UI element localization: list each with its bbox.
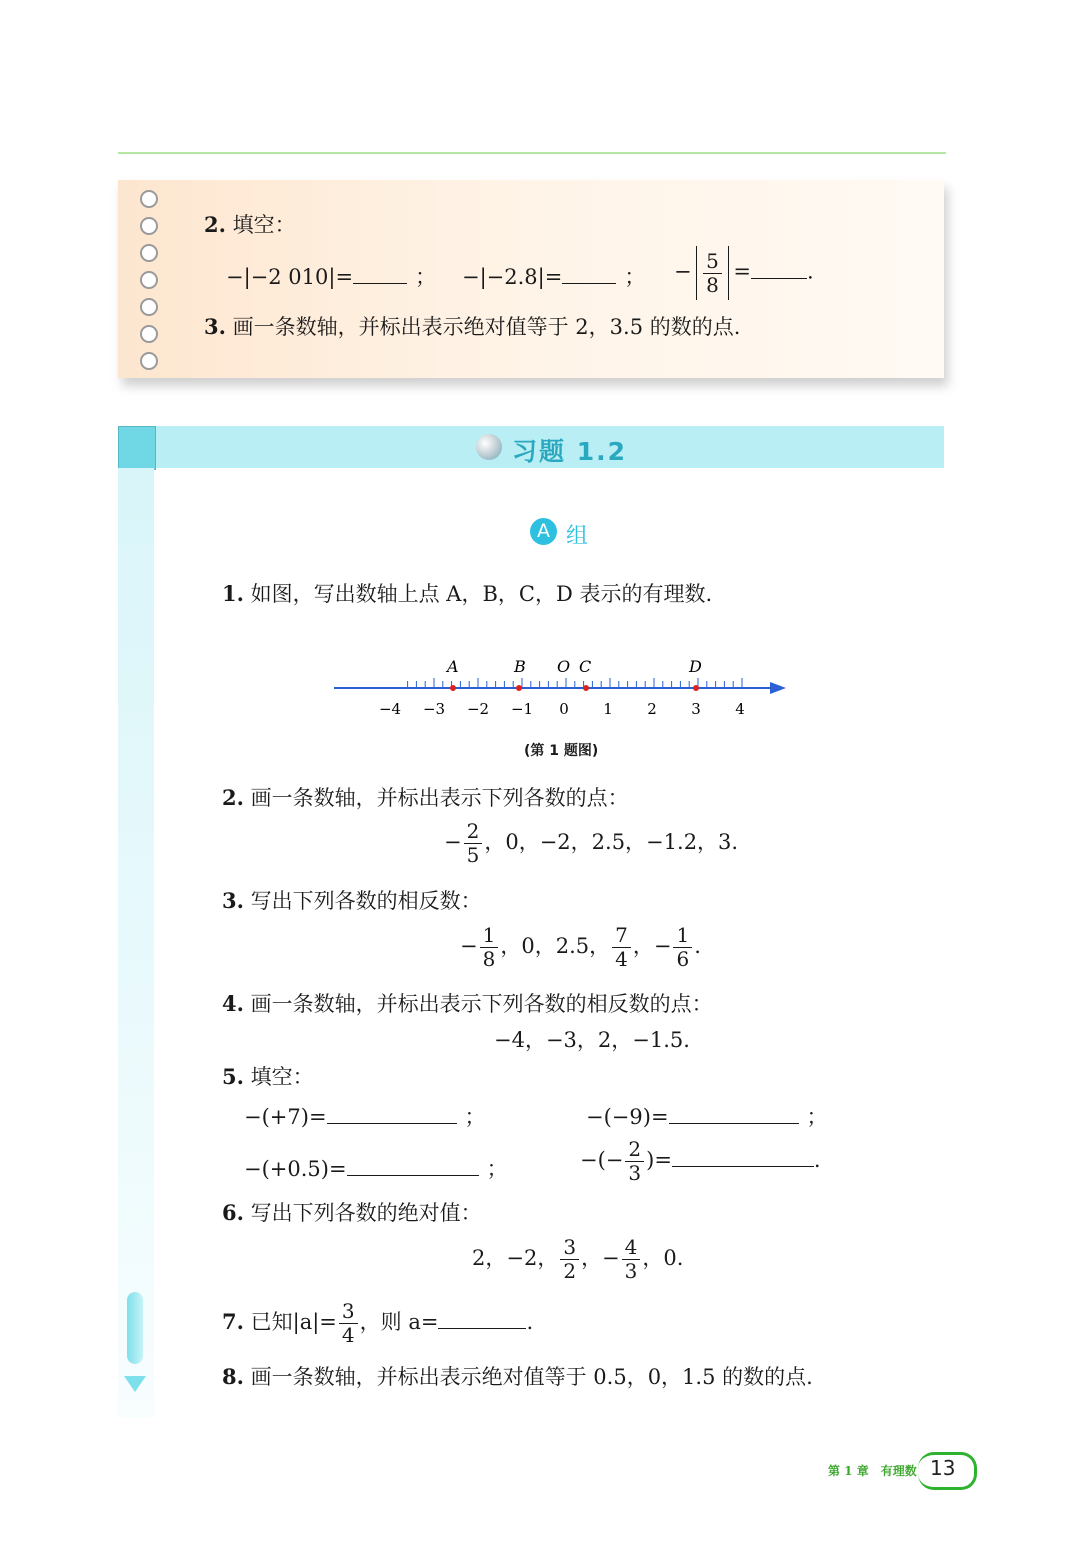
expression: −(+0.5)= bbox=[244, 1157, 347, 1181]
tick-label: −3 bbox=[422, 700, 446, 718]
note-q2-heading bbox=[204, 214, 296, 236]
question-number: 3. bbox=[222, 888, 244, 913]
expression: −(+7)= bbox=[244, 1105, 327, 1129]
numerator: 4 bbox=[622, 1236, 641, 1260]
fraction bbox=[464, 820, 483, 867]
question-number: 5. bbox=[222, 1064, 244, 1089]
question-text: 画一条数轴，并标出表示绝对值等于 0.5，0，1.5 的数的点. bbox=[250, 1365, 813, 1389]
expression: −|−2 010|= bbox=[226, 265, 354, 289]
fraction bbox=[703, 250, 722, 297]
numerator: 1 bbox=[673, 924, 692, 948]
expression: = bbox=[733, 259, 751, 284]
tick-label: 4 bbox=[735, 700, 745, 718]
header-rule bbox=[118, 152, 946, 154]
fraction bbox=[612, 924, 631, 971]
question-number: 1. bbox=[222, 581, 244, 606]
side-strip bbox=[118, 468, 154, 1418]
question-text: 如图，写出数轴上点 A，B，C，D 表示的有理数. bbox=[250, 582, 713, 606]
answer-blank[interactable] bbox=[669, 1102, 799, 1124]
note-q3 bbox=[204, 316, 740, 338]
denominator: 4 bbox=[615, 947, 628, 971]
denominator: 4 bbox=[341, 1323, 355, 1347]
expression: − bbox=[674, 259, 692, 284]
number-list: ，0，−2，2.5，−1.2，3. bbox=[484, 830, 739, 854]
point-label-o: O bbox=[557, 657, 571, 676]
point-labels bbox=[445, 657, 702, 676]
numerator: 2 bbox=[625, 1138, 644, 1162]
exercise-q4 bbox=[222, 993, 713, 1015]
denominator: 5 bbox=[466, 843, 480, 867]
numerator: 7 bbox=[612, 924, 631, 948]
group-badge: A bbox=[530, 518, 557, 545]
figure-caption: (第 1 题图) bbox=[524, 743, 599, 759]
question-text: 画一条数轴，并标出表示下列各数的点： bbox=[250, 786, 629, 810]
question-number: 2. bbox=[204, 212, 226, 237]
number-line-figure bbox=[330, 650, 800, 730]
number-list: ，0，2.5， bbox=[500, 934, 611, 958]
denominator: 2 bbox=[563, 1259, 577, 1283]
punct: ，0. bbox=[642, 1246, 684, 1270]
exercise-q3 bbox=[222, 890, 482, 912]
q5-expr-3: −(+0.5)= ； bbox=[244, 1154, 508, 1180]
fraction bbox=[625, 1138, 644, 1185]
question-number: 4. bbox=[222, 991, 244, 1016]
fraction bbox=[673, 924, 692, 971]
arrow-icon bbox=[770, 682, 786, 694]
note-expr-2 bbox=[462, 262, 645, 288]
exercise-q1 bbox=[222, 583, 712, 605]
tick-label: −1 bbox=[510, 700, 534, 718]
tick-label: 0 bbox=[559, 700, 569, 718]
exercise-q8 bbox=[222, 1366, 813, 1388]
number-line-point bbox=[583, 685, 589, 691]
fraction bbox=[480, 924, 499, 971]
exercise-q5 bbox=[222, 1066, 314, 1088]
expression: 已知|a|= bbox=[250, 1310, 337, 1334]
binder-ring bbox=[140, 352, 158, 370]
binder-ring bbox=[140, 190, 158, 208]
tick-label: −2 bbox=[466, 700, 490, 718]
abs-bar bbox=[696, 246, 698, 300]
abs-bar bbox=[728, 246, 730, 300]
fraction bbox=[560, 1236, 579, 1283]
banner-square bbox=[118, 426, 156, 470]
answer-blank[interactable] bbox=[672, 1145, 814, 1167]
number-line-point bbox=[516, 685, 522, 691]
numerator: 5 bbox=[703, 250, 722, 274]
question-number: 3. bbox=[204, 314, 226, 339]
binder-ring bbox=[140, 325, 158, 343]
answer-blank[interactable] bbox=[327, 1102, 457, 1124]
punct: . bbox=[806, 259, 814, 284]
binder-ring bbox=[140, 298, 158, 316]
number-line-point bbox=[450, 685, 456, 691]
number-list: 2，−2， bbox=[472, 1246, 559, 1270]
question-number: 7. bbox=[222, 1309, 244, 1334]
denominator: 8 bbox=[706, 272, 719, 297]
exercise-q2 bbox=[222, 787, 629, 809]
denominator: 6 bbox=[676, 947, 690, 971]
exercise-q6-list: 2，−2， $\frac{3}{2}$ ，− $\frac{4}{3}$ ，0. bbox=[472, 1235, 684, 1283]
expression: −(−9)= bbox=[586, 1105, 669, 1129]
answer-blank[interactable] bbox=[347, 1154, 479, 1176]
question-text: 填空： bbox=[250, 1065, 314, 1089]
binder-ring bbox=[140, 244, 158, 262]
numerator: 2 bbox=[464, 820, 483, 844]
question-number: 2. bbox=[222, 785, 244, 810]
q5-expr-2: −(−9)= ； bbox=[586, 1102, 828, 1128]
denominator: 8 bbox=[482, 947, 496, 971]
question-number: 6. bbox=[222, 1200, 244, 1225]
exercise-q3-list: − $\frac{1}{8}$ ，0，2.5， $\frac{7}{4}$ ，− $\frac{1}{6}$ . bbox=[460, 923, 701, 971]
exercise-q2-list: − $\frac{2}{5}$ ，0，−2，2.5，−1.2，3. bbox=[444, 819, 739, 867]
punct: ； bbox=[415, 265, 437, 289]
binder-ring bbox=[140, 217, 158, 235]
fraction bbox=[622, 1236, 641, 1283]
page-number: 13 bbox=[930, 1456, 956, 1480]
chapter-label: 第 1 章 有理数 bbox=[828, 1464, 917, 1478]
answer-blank[interactable] bbox=[438, 1307, 526, 1329]
number-line-point bbox=[693, 685, 699, 691]
question-text: 画一条数轴，并标出表示绝对值等于 2，3.5 的数的点. bbox=[232, 315, 741, 339]
tick-labels bbox=[379, 700, 745, 718]
point-label-b: B bbox=[514, 657, 526, 676]
tick-label: −4 bbox=[378, 700, 402, 718]
answer-blank[interactable] bbox=[353, 262, 407, 284]
point-label-d: D bbox=[689, 657, 702, 676]
fraction bbox=[339, 1300, 358, 1347]
tick-label: 3 bbox=[691, 700, 701, 718]
tick-marks bbox=[408, 678, 742, 688]
question-text: 填空： bbox=[232, 213, 296, 237]
q5-expr-4: −(− $\frac{2}{3}$ )= . bbox=[580, 1137, 821, 1185]
question-text: 写出下列各数的相反数： bbox=[250, 889, 482, 913]
expression: −|−2.8|= bbox=[462, 265, 563, 289]
number-list: −4，−3，2，−1.5. bbox=[494, 1028, 690, 1052]
scroll-pill-icon bbox=[127, 1292, 143, 1364]
down-triangle-icon bbox=[124, 1376, 146, 1392]
binder-ring bbox=[140, 271, 158, 289]
numerator: 3 bbox=[560, 1236, 579, 1260]
denominator: 3 bbox=[624, 1259, 638, 1283]
punct: . bbox=[526, 1310, 534, 1334]
group-label: 组 bbox=[566, 524, 589, 549]
numerator: 1 bbox=[480, 924, 499, 948]
tick-label: 1 bbox=[603, 700, 613, 718]
numerator: 3 bbox=[339, 1300, 358, 1324]
exercise-q7 bbox=[222, 1300, 533, 1347]
note-expr-1 bbox=[226, 262, 436, 288]
question-text: 写出下列各数的绝对值： bbox=[250, 1201, 482, 1225]
question-number: 8. bbox=[222, 1364, 244, 1389]
exercise-q6 bbox=[222, 1202, 482, 1224]
denominator: 3 bbox=[628, 1161, 642, 1185]
point-label-a: A bbox=[447, 657, 459, 676]
note-expr-3 bbox=[674, 246, 814, 300]
answer-blank[interactable] bbox=[562, 262, 616, 284]
exercise-title: 习题 1.2 bbox=[512, 437, 627, 466]
punct: ； bbox=[624, 265, 646, 289]
q5-expr-1: −(+7)= ； bbox=[244, 1102, 486, 1128]
question-text: 画一条数轴，并标出表示下列各数的相反数的点： bbox=[250, 992, 713, 1016]
note-card bbox=[118, 180, 944, 378]
expression: ，则 a= bbox=[359, 1310, 439, 1334]
tick-label: 2 bbox=[647, 700, 657, 718]
answer-blank[interactable] bbox=[751, 257, 807, 279]
globe-icon bbox=[476, 434, 502, 460]
point-label-c: C bbox=[579, 657, 592, 676]
